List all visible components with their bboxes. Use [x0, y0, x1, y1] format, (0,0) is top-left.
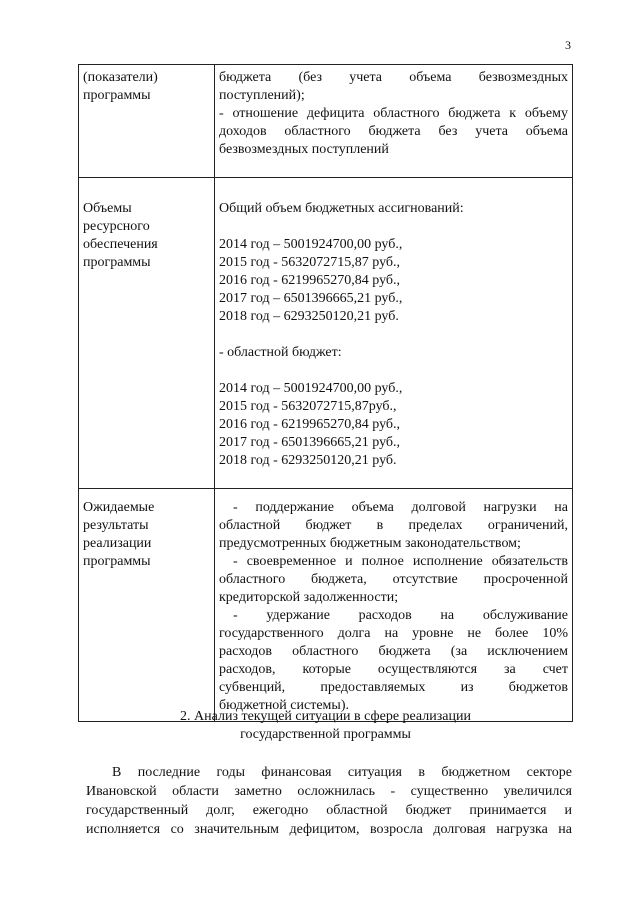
total-funding-heading: Общий объем бюджетных ассигнований: — [219, 201, 464, 216]
content-line: расходов областного бюджета (за исключением — [219, 644, 568, 659]
regional-year-line: 2016 год - 6219965270,84 руб., — [219, 417, 401, 432]
section-heading — [78, 708, 573, 744]
funding-year-line: 2014 год – 5001924700,00 руб., — [219, 237, 403, 252]
section-heading-line: 2. Анализ текущей ситуации в сфере реализации — [180, 709, 471, 724]
regional-year-line: 2018 год - 6293250120,21 руб. — [219, 453, 397, 468]
regional-year-line: 2014 год – 5001924700,00 руб., — [219, 381, 403, 396]
table-row-funding — [79, 178, 573, 489]
row-label — [79, 489, 215, 722]
label-line: программы — [83, 88, 151, 103]
funding-year-line: 2015 год - 5632072715,87 руб., — [219, 255, 401, 270]
row-content — [215, 489, 573, 722]
funding-year-line: 2017 год – 6501396665,21 руб., — [219, 291, 403, 306]
page-number: 3 — [565, 38, 571, 52]
section-body-paragraph — [86, 763, 572, 839]
content-line: безвозмездных поступлений — [219, 142, 389, 157]
program-passport-table — [78, 64, 573, 722]
content-line: - отношение дефицита областного бюджета к объему — [219, 106, 568, 121]
content-line: субвенций, предоставляемых из бюджетов — [219, 680, 568, 695]
content-line: государственного долга на уровне не более 10% — [219, 626, 568, 641]
label-line: (показатели) — [83, 70, 158, 85]
content-line: расходов, которые осуществляются за счет — [219, 662, 568, 677]
label-line: программы — [83, 255, 151, 270]
regional-budget-heading: - областной бюджет: — [219, 345, 342, 360]
content-line: поступлений); — [219, 88, 305, 103]
content-line: - поддержание объема долговой нагрузки на — [233, 500, 568, 515]
paragraph-line: В последние годы финансовая ситуация в бюджетном секторе — [112, 765, 572, 780]
content-line: предусмотренных бюджетным законодательством; — [219, 536, 521, 551]
content-line: областной бюджет в пределах ограничений, — [219, 518, 568, 533]
regional-year-line: 2017 год - 6501396665,21 руб., — [219, 435, 401, 450]
paragraph-line: исполняется со значительным дефицитом, возросла долговая нагрузка на — [86, 822, 572, 837]
row-label — [79, 178, 215, 489]
table-row-expected-results — [79, 489, 573, 722]
label-line: обеспечения — [83, 237, 158, 252]
label-line: программы — [83, 554, 151, 569]
funding-year-line: 2018 год – 6293250120,21 руб. — [219, 309, 399, 324]
content-line: кредиторской задолженности; — [219, 590, 399, 605]
label-line: реализации — [83, 536, 152, 551]
paragraph-line: Ивановской области заметно осложнилась - существенно увеличился — [86, 784, 572, 799]
section-heading-line: государственной программы — [240, 727, 411, 742]
content-line: - своевременное и полное исполнение обязательств — [233, 554, 568, 569]
content-line: бюджетной системы). — [219, 698, 349, 713]
table-row-indicators — [79, 65, 573, 178]
content-line: бюджета (без учета объема безвозмездных — [219, 70, 568, 85]
row-content — [215, 178, 573, 489]
row-label — [79, 65, 215, 178]
row-content — [215, 65, 573, 178]
label-line: ресурсного — [83, 219, 150, 234]
content-line: - удержание расходов на обслуживание — [233, 608, 568, 623]
label-line: Ожидаемые — [83, 500, 155, 515]
label-line: результаты — [83, 518, 149, 533]
funding-year-line: 2016 год - 6219965270,84 руб., — [219, 273, 401, 288]
content-line: доходов областного бюджета без учета объема — [219, 124, 568, 139]
content-line: областного бюджета, отсутствие просроченной — [219, 572, 568, 587]
regional-year-line: 2015 год - 5632072715,87руб., — [219, 399, 397, 414]
paragraph-line: государственный долг, ежегодно областной бюджет принимается и — [86, 803, 572, 818]
label-line: Объемы — [83, 201, 132, 216]
